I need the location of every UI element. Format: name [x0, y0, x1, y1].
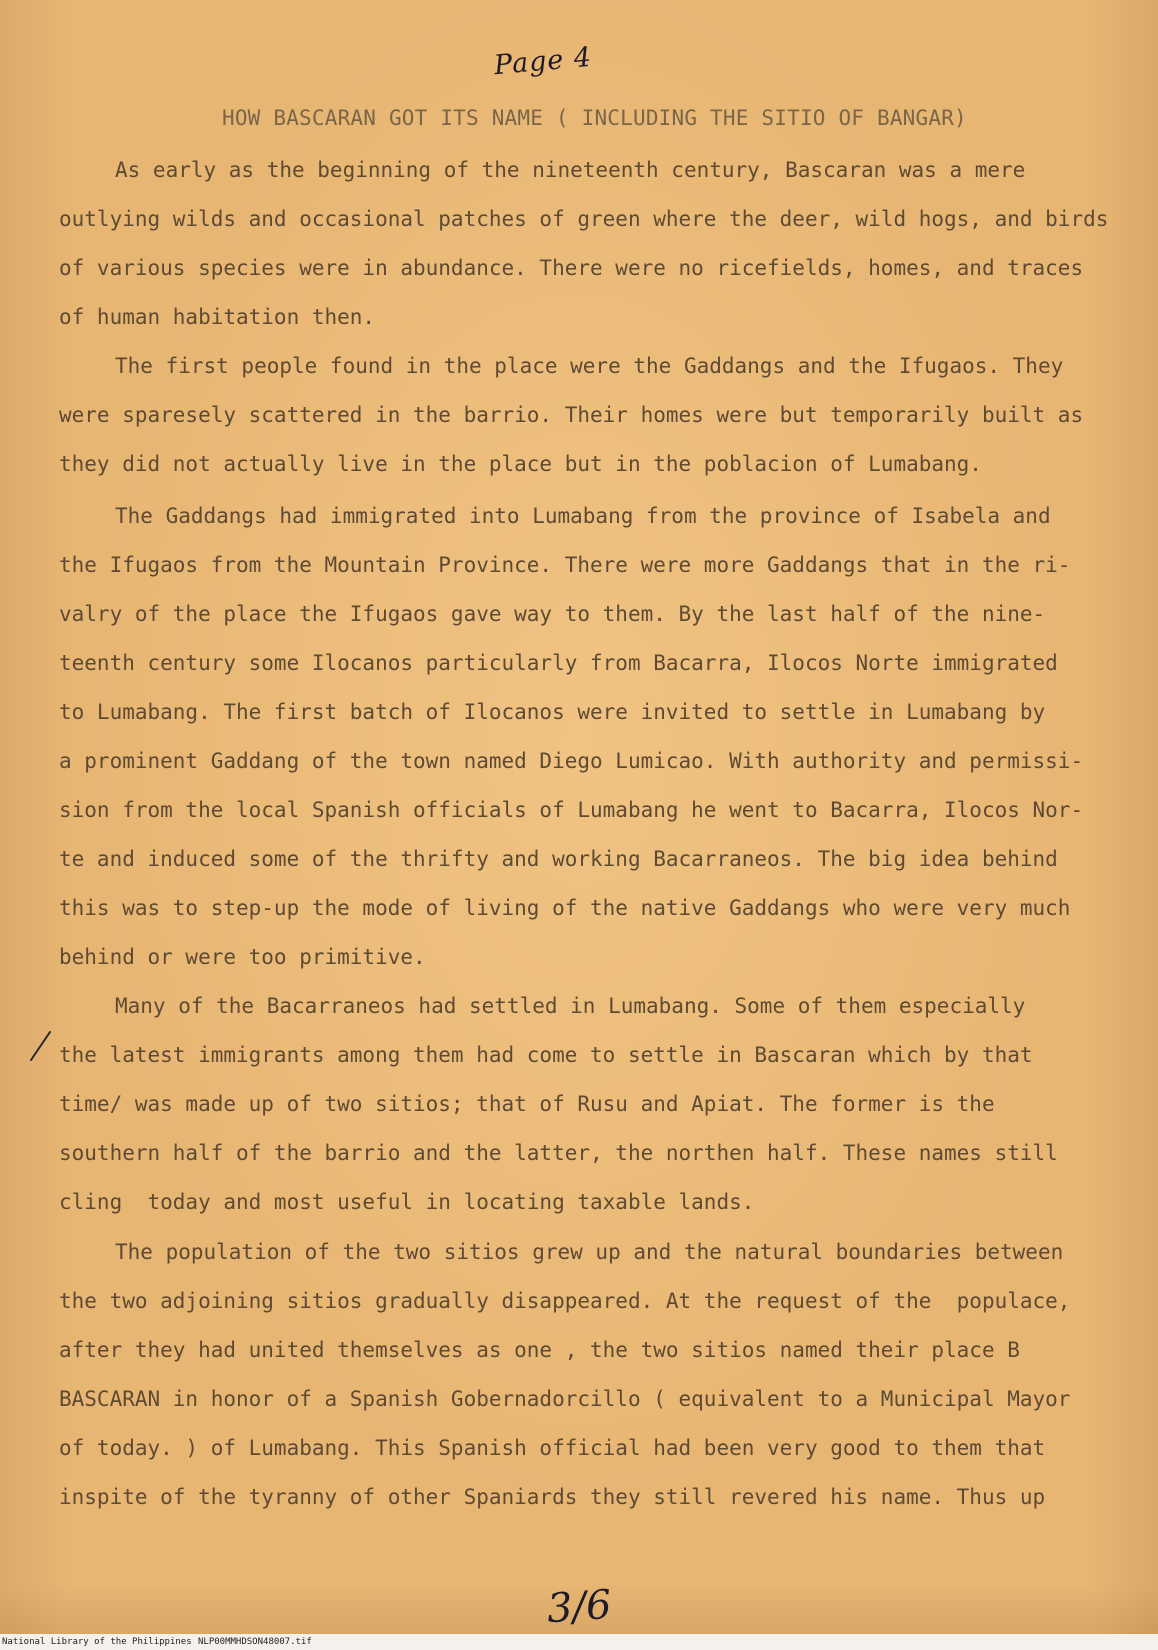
- document-title: HOW BASCARAN GOT ITS NAME ( INCLUDING THE SITIO OF BANGAR): [222, 106, 967, 130]
- handwritten-check-mark-icon: [30, 1030, 52, 1062]
- body-line: a prominent Gaddang of the town named Diego Lumicao. With authority and permissi-: [59, 749, 1084, 773]
- body-line: outlying wilds and occasional patches of green where the deer, wild hogs, and birds: [59, 207, 1109, 231]
- handwritten-page-label: Page 4: [492, 41, 594, 82]
- body-line: to Lumabang. The first batch of Ilocanos were invited to settle in Lumabang by: [59, 700, 1046, 724]
- body-line: Many of the Bacarraneos had settled in Lumabang. Some of them especially: [115, 994, 1026, 1018]
- archive-footer: [0, 1634, 1158, 1650]
- body-line: of various species were in abundance. There were no ricefields, homes, and traces: [59, 256, 1084, 280]
- body-line: As early as the beginning of the nineteenth century, Bascaran was a mere: [115, 158, 1026, 182]
- body-line: sion from the local Spanish officials of Lumabang he went to Bacarra, Ilocos Nor-: [59, 798, 1084, 822]
- body-line: they did not actually live in the place but in the poblacion of Lumabang.: [59, 452, 982, 476]
- body-line: the latest immigrants among them had come to settle in Bascaran which by that: [59, 1043, 1033, 1067]
- body-line: after they had united themselves as one , the two sitios named their place B: [59, 1338, 1020, 1362]
- body-line: cling today and most useful in locating taxable lands.: [59, 1190, 755, 1214]
- body-line: were sparesely scattered in the barrio. Their homes were but temporarily built as: [59, 403, 1084, 427]
- body-line: The first people found in the place were the Gaddangs and the Ifugaos. They: [115, 354, 1064, 378]
- body-line: the Ifugaos from the Mountain Province. There were more Gaddangs that in the ri-: [59, 553, 1071, 577]
- body-line: the two adjoining sitios gradually disappeared. At the request of the populace,: [59, 1289, 1071, 1313]
- handwritten-page-number: 3/6: [545, 1581, 613, 1633]
- body-line: The Gaddangs had immigrated into Lumabang from the province of Isabela and: [115, 504, 1051, 528]
- body-line: time/ was made up of two sitios; that of Rusu and Apiat. The former is the: [59, 1092, 995, 1116]
- body-line: teenth century some Ilocanos particularly from Bacarra, Ilocos Norte immigrated: [59, 651, 1058, 675]
- body-line: of human habitation then.: [59, 305, 376, 329]
- body-line: BASCARAN in honor of a Spanish Gobernadorcillo ( equivalent to a Municipal Mayor: [59, 1387, 1071, 1411]
- body-line: valry of the place the Ifugaos gave way to them. By the last half of the nine-: [59, 602, 1046, 626]
- footer-file-id: NLP00MMHDSON48007.tif: [198, 1637, 312, 1647]
- body-line: inspite of the tyranny of other Spaniards they still revered his name. Thus up: [59, 1485, 1046, 1509]
- body-line: southern half of the barrio and the latter, the northen half. These names still: [59, 1141, 1058, 1165]
- body-line: The population of the two sitios grew up and the natural boundaries between: [115, 1240, 1064, 1264]
- footer-institution: National Library of the Philippines: [2, 1637, 192, 1647]
- body-line: this was to step-up the mode of living of the native Gaddangs who were very much: [59, 896, 1071, 920]
- body-line: te and induced some of the thrifty and working Bacarraneos. The big idea behind: [59, 847, 1058, 871]
- body-line: of today. ) of Lumabang. This Spanish official had been very good to them that: [59, 1436, 1046, 1460]
- body-line: behind or were too primitive.: [59, 945, 426, 969]
